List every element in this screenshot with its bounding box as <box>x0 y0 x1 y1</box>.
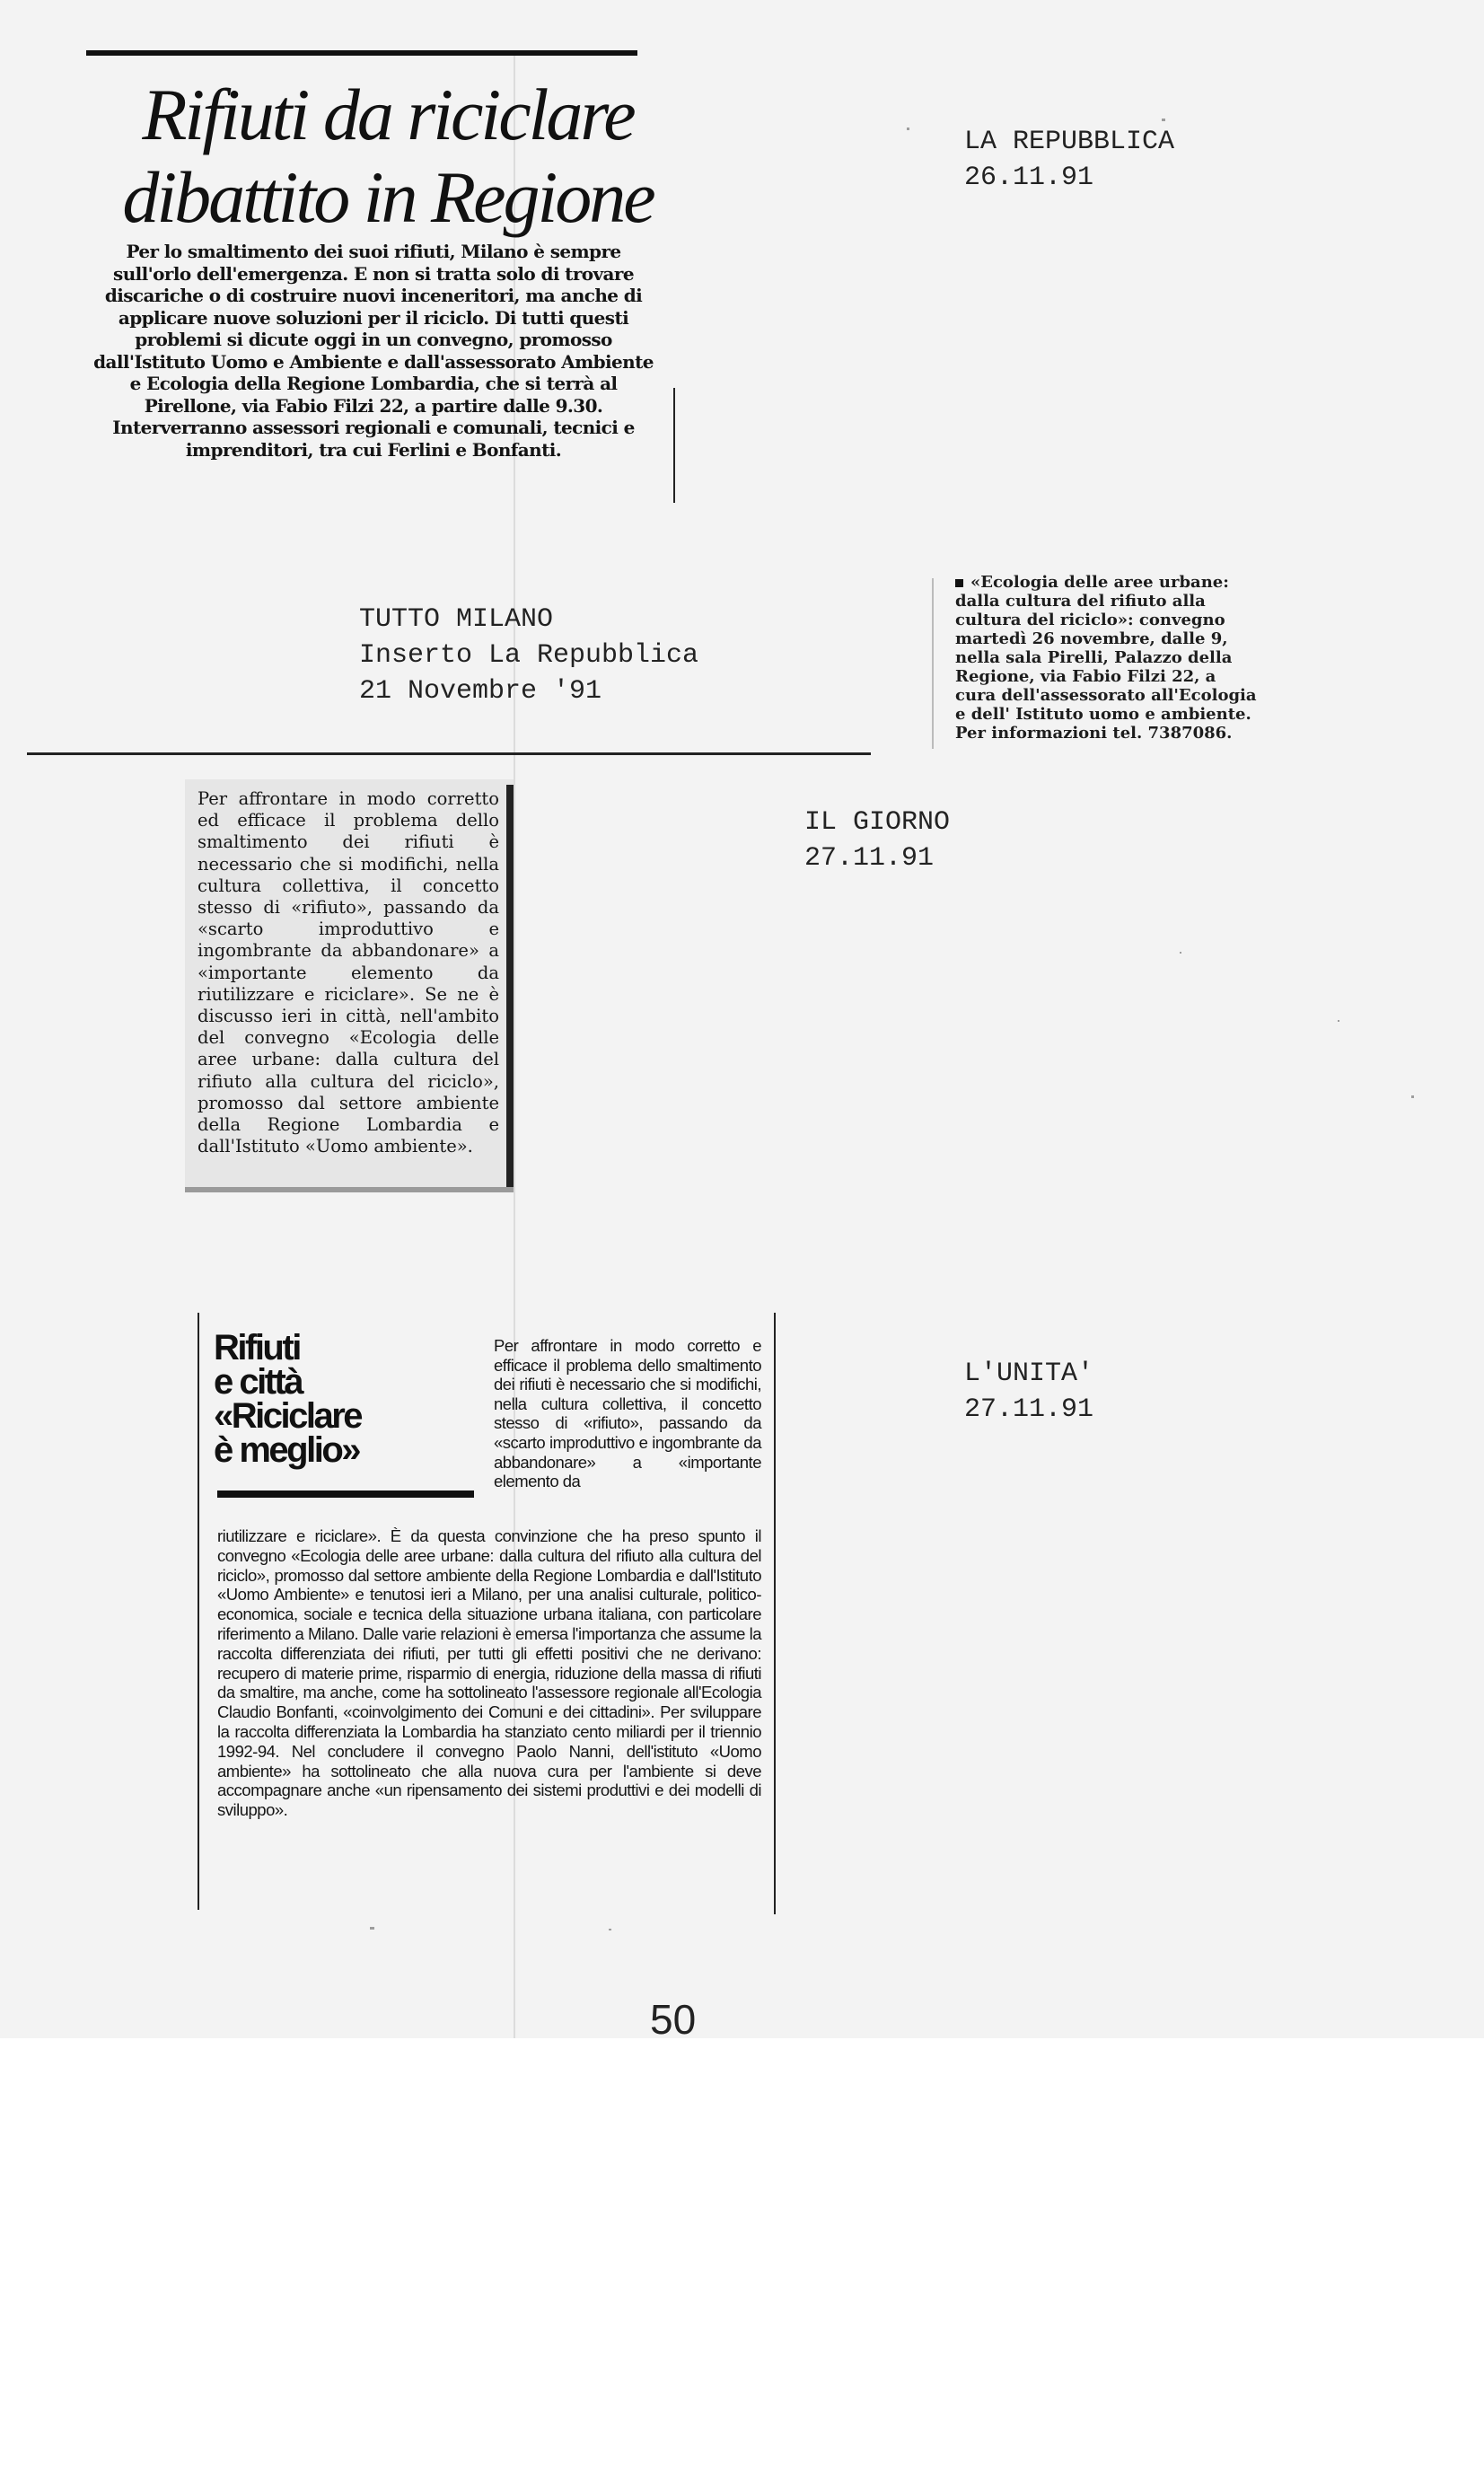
tutto-line-1: TUTTO MILANO <box>359 604 554 635</box>
title-line-4: è meglio» <box>214 1430 360 1470</box>
source-date: 27.11.91 <box>964 1394 1094 1425</box>
giorno-source-label <box>804 805 950 876</box>
scan-speck <box>1162 119 1165 121</box>
unita-clipping <box>198 1313 781 1905</box>
unita-continuation-text: riutilizzare e riciclare». È da questa convinzione che ha preso spunto il convegno «Ecologia delle aree urbane: dalla cultura del rifiuto alla cultura del riciclo», promosso dal settore ambiente della Regione Lombardia e dall'Istituto «Uomo Ambiente» e tenutosi ieri a Milano, per una analisi culturale, politico-economica, sociale e tecnica della situazione urbana italiana, con particolare riferimento a Milano. Dalle varie relazioni è emersa l'importanza che assume la raccolta differenziata dei rifiuti, per tutti gli effetti positivi che ne derivano: recupero di materie prime, risparmio di energia, riduzione della massa di rifiuti da smaltire, ma anche, come ha sottolineato l'assessore regionale all'Ecologia Claudio Bonfanti, «coinvolgimento dei Comuni e dei cittadini». Per sviluppare la raccolta differenziata la Lombardia ha stanziato cento miliardi per il triennio 1992-94. Nel concludere il convegno Paolo Nanni, dell'istituto «Uomo ambiente» ha sottolineato che alla nuova cura per l'ambiente si deve accompagnare anche «un ripensamento dei sistemi produttivi e dei modelli di sviluppo». <box>217 1526 761 1820</box>
title-rule <box>217 1491 474 1498</box>
brief-side-rule <box>932 578 934 749</box>
brief-notice <box>955 573 1260 743</box>
source-name: LA REPUBBLICA <box>964 127 1175 157</box>
title-line-2: e città <box>214 1362 303 1402</box>
bullet-icon <box>955 579 963 587</box>
clipping-right-rule <box>774 1313 776 1914</box>
repubblica-source-label <box>964 124 1174 196</box>
tutto-line-3: 21 Novembre '91 <box>359 676 602 707</box>
unita-column-text: Per affrontare in modo corretto e efficace il problema dello smaltimento dei rifiuti è necessario che si modifichi, nella cultura collettiva, il concetto stesso di «rifiuto», passando da «scarto improduttivo e ingombrante da abbandonare» a «importante elemento da <box>494 1336 761 1491</box>
clipping-edge <box>506 785 514 1187</box>
scan-speck <box>1411 1095 1414 1098</box>
clipping-left-rule <box>198 1313 199 1910</box>
tutto-milano-label <box>359 602 698 709</box>
source-date: 27.11.91 <box>804 843 935 874</box>
clipping-top-rule <box>86 50 637 56</box>
divider-line <box>27 752 871 755</box>
tutto-line-2: Inserto La Repubblica <box>359 640 699 671</box>
unita-title <box>214 1328 465 1470</box>
source-name: L'UNITA' <box>964 1359 1094 1389</box>
clipping-bottom-edge <box>185 1187 514 1192</box>
giorno-text: Per affrontare in modo corretto ed efficace il problema dello smaltimento dei rifiuti è necessario che si modifichi, nella cultura collettiva, il concetto stesso di «rifiuto», passando da «scarto improduttivo e ingombrante da abbandonare» a «importante elemento da riutilizzare e riciclare». Se ne è discusso ieri in città, nell'ambito del convegno «Ecologia delle aree urbane: dalla cultura del rifiuto alla cultura del riciclo», promosso dal settore ambiente della Regione Lombardia e dall'Istituto «Uomo ambiente». <box>198 788 499 1157</box>
brief-text: «Ecologia delle aree urbane: dalla cultura del rifiuto alla cultura del riciclo»: convegno martedì 26 novembre, dalle 9, nella sala Pirelli, Palazzo della Regione, via Fabio Filzi 22, a cura dell'assessorato all'Ecologia e dell' Istituto uomo e ambiente. Per informazioni tel. 7387086. <box>955 573 1257 743</box>
headline-line-1: Rifiuti da riciclare <box>142 74 634 155</box>
repubblica-body: Per lo smaltimento dei suoi rifiuti, Milano è sempre sull'orlo dell'emergenza. E non si tratta solo di trovare discariche o di costruire nuovi inceneritori, ma anche di applicare nuove soluzioni per il riciclo. Di tutti questi problemi si dicute oggi in un convegno, promosso dall'Istituto Uomo e Ambiente e dall'assessorato Ambiente e Ecologia della Regione Lombardia, che si terrà al Pirellone, via Fabio Filzi 22, a partire dalle 9.30. Interverranno assessori regionali e comunali, tecnici e imprenditori, tra cui Ferlini e Bonfanti. <box>93 241 654 461</box>
headline-line-2: dibattito in Regione <box>122 156 654 238</box>
scan-speck <box>907 128 909 130</box>
source-name: IL GIORNO <box>804 807 951 838</box>
scan-speck <box>1338 1020 1339 1022</box>
scan-speck <box>1180 952 1181 954</box>
title-line-1: Rifiuti <box>214 1328 300 1367</box>
page-number: 50 <box>650 1996 697 2043</box>
unita-source-label <box>964 1356 1093 1428</box>
repubblica-clipping <box>86 47 679 460</box>
source-date: 26.11.91 <box>964 163 1094 193</box>
scan-speck <box>370 1927 374 1930</box>
title-line-3: «Riciclare <box>214 1396 362 1436</box>
scan-speck <box>609 1929 611 1930</box>
giorno-clipping <box>185 779 514 1192</box>
repubblica-headline <box>101 74 675 239</box>
clipping-side-rule <box>673 388 675 503</box>
